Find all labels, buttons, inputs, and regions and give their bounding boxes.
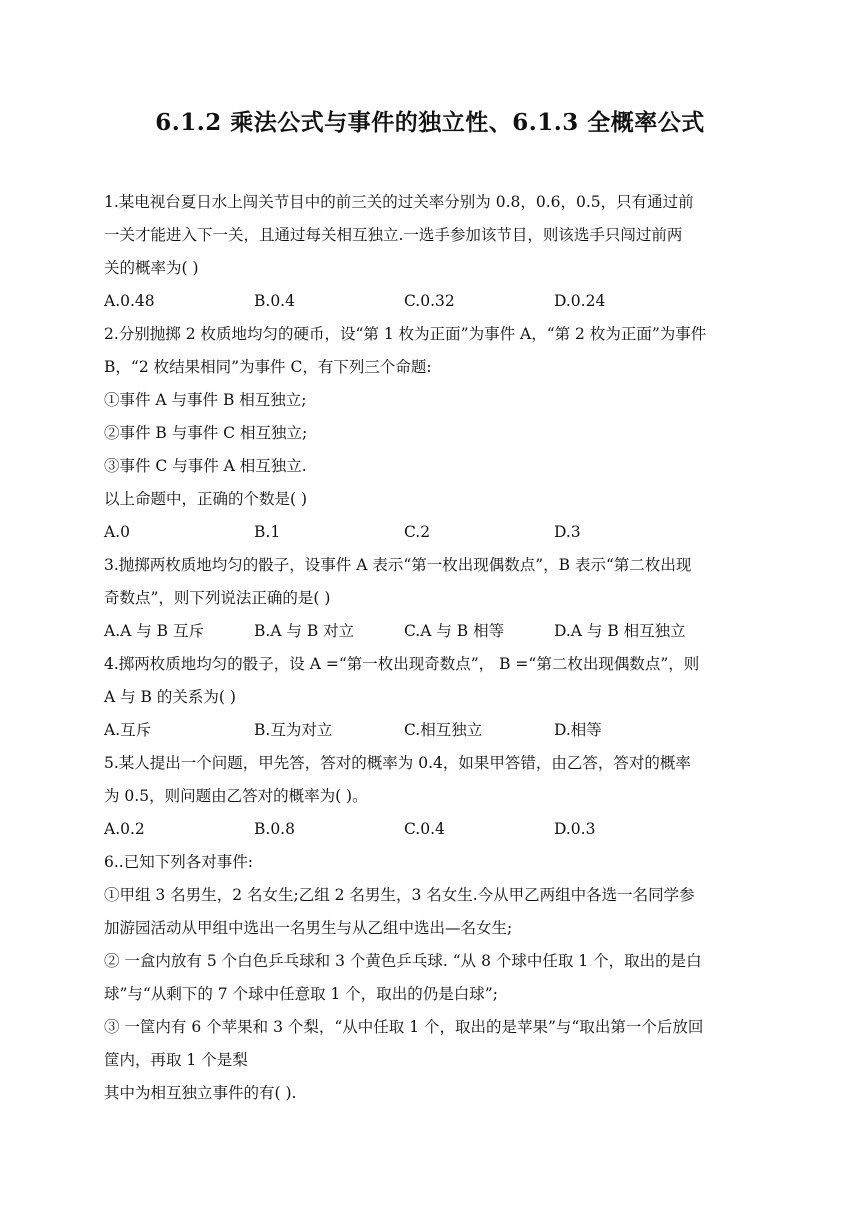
- question-4: [104, 648, 764, 747]
- question-line: ①甲组 3 名男生，2 名女生;乙组 2 名男生，3 名女生.今从甲乙两组中各选一名同学参: [104, 886, 695, 904]
- page-title: 6.1.2 乘法公式与事件的独立性、6.1.3 全概率公式: [155, 109, 705, 136]
- question-line: 球”与“从剩下的 7 个球中任意取 1 个，取出的仍是白球”;: [104, 985, 498, 1003]
- choice-d: D.0.3: [554, 820, 596, 838]
- question-line: 6..已知下列各对事件:: [104, 853, 253, 871]
- question-line: ③ 一筐内有 6 个苹果和 3 个梨，“从中任取 1 个，取出的是苹果”与“取出第一个后放回: [104, 1018, 704, 1036]
- choice-c: C.0.32: [404, 292, 455, 310]
- choice-c: C.相互独立: [404, 721, 483, 739]
- question-line: B，“2 枚结果相同”为事件 C，有下列三个命题:: [104, 358, 432, 376]
- question-5: [104, 747, 764, 846]
- question-line: 5.某人提出一个问题，甲先答，答对的概率为 0.4，如果甲答错，由乙答，答对的概率: [104, 754, 691, 772]
- choice-c: C.A 与 B 相等: [404, 622, 505, 640]
- question-line: ②事件 B 与事件 C 相互独立;: [104, 424, 308, 442]
- answer-choices: [104, 813, 764, 846]
- choice-d: D.0.24: [554, 292, 606, 310]
- choice-a: A.0.2: [104, 820, 145, 838]
- choice-d: D.3: [554, 523, 581, 541]
- answer-choices: [104, 285, 764, 318]
- answer-choices: [104, 516, 764, 549]
- question-line: 关的概率为( ): [104, 259, 199, 277]
- question-line: 2.分别抛掷 2 枚质地均匀的硬币，设“第 1 枚为正面”为事件 A，“第 2 枚为正面”为事件: [104, 325, 707, 343]
- choice-a: A.A 与 B 互斥: [104, 622, 204, 640]
- question-line: ①事件 A 与事件 B 相互独立;: [104, 391, 307, 409]
- choice-d: D.相等: [554, 721, 602, 739]
- answer-choices: [104, 714, 764, 747]
- choice-d: D.A 与 B 相互独立: [554, 622, 686, 640]
- choice-b: B.0.8: [254, 820, 295, 838]
- choice-b: B.0.4: [254, 292, 295, 310]
- question-line: 加游园活动从甲组中选出一名男生与从乙组中选出—名女生;: [104, 919, 513, 937]
- choice-b: B.A 与 B 对立: [254, 622, 355, 640]
- choice-a: A.0.48: [104, 292, 155, 310]
- answer-choices: [104, 615, 764, 648]
- question-line: ③事件 C 与事件 A 相互独立.: [104, 457, 307, 475]
- question-6: [104, 846, 764, 1110]
- question-line: ② 一盒内放有 5 个白色乒乓球和 3 个黄色乒乓球. “从 8 个球中任取 1 个，取出的是白: [104, 952, 702, 970]
- choice-b: B.1: [254, 523, 281, 541]
- choice-a: A.互斥: [104, 721, 152, 739]
- question-3: [104, 549, 764, 648]
- question-2: [104, 318, 764, 549]
- question-line: 1.某电视台夏日水上闯关节目中的前三关的过关率分别为 0.8，0.6，0.5，只有通过前: [104, 193, 694, 211]
- question-line: 3.抛掷两枚质地均匀的骰子，设事件 A 表示“第一枚出现偶数点”，B 表示“第二枚出现: [104, 556, 692, 574]
- choice-a: A.0: [104, 523, 130, 541]
- choice-c: C.2: [404, 523, 431, 541]
- question-line: 奇数点”，则下列说法正确的是( ): [104, 589, 331, 607]
- question-1: [104, 186, 764, 318]
- question-line: 其中为相互独立事件的有( ).: [104, 1084, 297, 1102]
- choice-c: C.0.4: [404, 820, 445, 838]
- question-line: 一关才能进入下一关，且通过每关相互独立.一选手参加该节目，则该选手只闯过前两: [104, 226, 683, 244]
- question-list: [104, 186, 764, 1110]
- question-line: 为 0.5，则问题由乙答对的概率为( )。: [104, 787, 368, 805]
- question-line: A 与 B 的关系为( ): [104, 688, 236, 706]
- choice-b: B.互为对立: [254, 721, 333, 739]
- question-line: 4.掷两枚质地均匀的骰子，设 A =“第一枚出现奇数点”， B =“第二枚出现偶数点”，则: [104, 655, 700, 673]
- question-line: 以上命题中，正确的个数是( ): [104, 490, 308, 508]
- question-line: 筐内，再取 1 个是梨: [104, 1051, 248, 1069]
